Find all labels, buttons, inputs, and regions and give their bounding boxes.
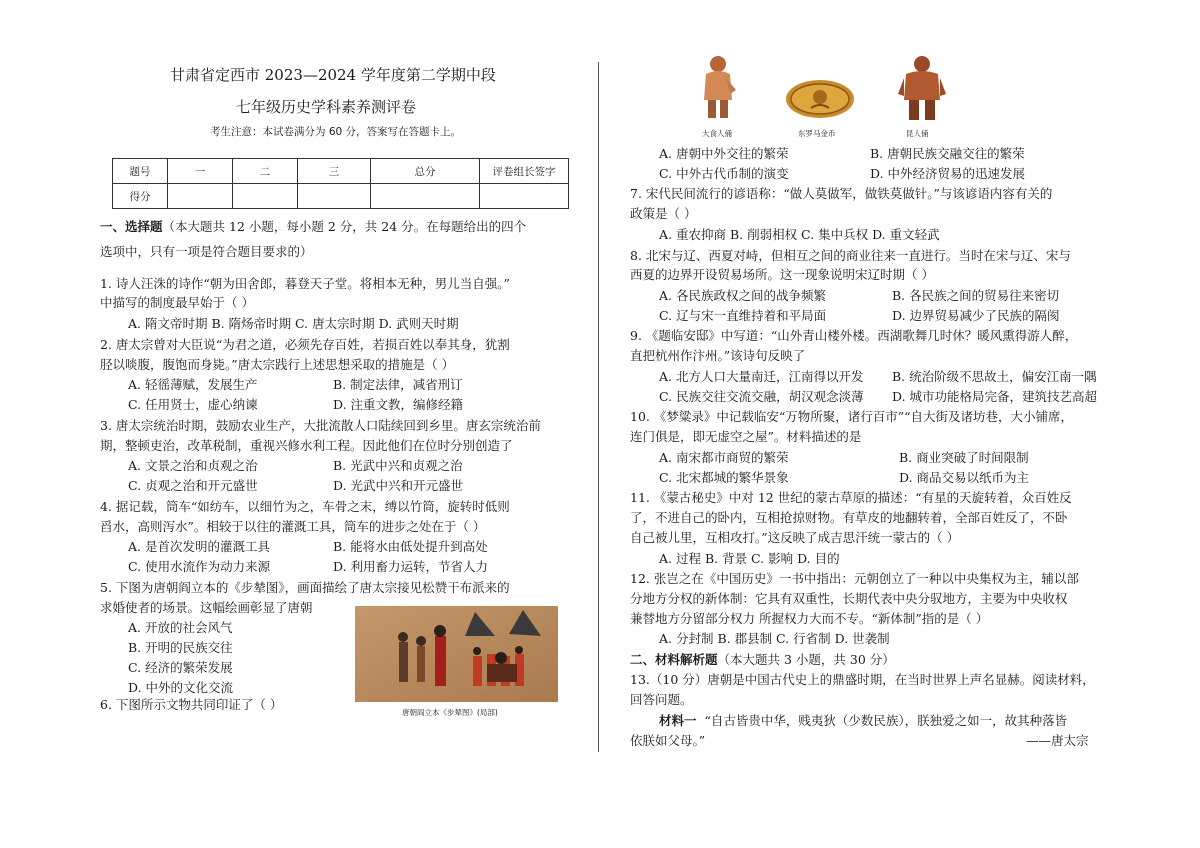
q10-stem-cont: 连门俱是，即无虚空之屋”。材料描述的是	[630, 429, 862, 444]
dashi-caption: 大食人俑	[702, 129, 732, 138]
q13-stem: 13.（10 分）唐朝是中国古代史上的鼎盛时期，在当时世界上声名显赫。阅读材料，	[630, 672, 1095, 687]
score-table-header-row	[113, 159, 569, 184]
score-cell: 一	[168, 159, 233, 184]
q10-stem: 10. 《梦粱录》中记载临安“万物所聚，诸行百市”“自大街及诸坊巷，大小铺席，	[630, 409, 1074, 424]
q9-option-c: C. 民族交往交流交融，胡汉观念淡薄	[659, 389, 864, 404]
q8-option-b: B. 各民族之间的贸易往来密切	[892, 288, 1060, 303]
exam-subtitle: 七年级历史学科素养测评卷	[236, 98, 417, 116]
q6-option-c: C. 中外古代币制的演变	[659, 166, 789, 181]
q8-stem-cont: 西夏的边界开设贸易场所。这一现象说明宋辽时期（ ）	[630, 267, 934, 282]
q4-stem-cont: 舀水，高则泻水”。相较于以往的灌溉工具，筒车的进步之处在于（ ）	[100, 519, 486, 534]
q5-option-b: B. 开明的民族交往	[128, 640, 233, 655]
q8-stem: 8. 北宋与辽、西夏对峙，但相互之间的商业往来一直进行。当时在宋与辽、宋与	[630, 248, 1071, 263]
q7-stem-cont: 政策是（ ）	[630, 206, 697, 221]
q6-stem: 6. 下图所示文物共同印证了（ ）	[100, 697, 283, 712]
q11-stem-cont2: 自己被儿里，互相攻打。”这反映了成吉思汗统一蒙古的（ ）	[630, 530, 960, 545]
q2-stem: 2. 唐太宗曾对大臣说“为君之道，必须先存百姓，若损百姓以奉其身，犹割	[100, 337, 510, 352]
q9-option-b: B. 统治阶级不思故土，偏安江南一隅	[892, 369, 1097, 384]
section1-desc-cont: 选项中，只有一项是符合题目要求的）	[100, 244, 313, 259]
score-table	[112, 158, 569, 209]
material1-text: “自古皆贵中华，贱夷狄（少数民族），朕独爱之如一，故其种落皆	[704, 713, 1068, 728]
q3-option-b: B. 光武中兴和贞观之治	[333, 458, 463, 473]
score-cell[interactable]	[298, 184, 371, 209]
q5-stem-cont: 求婚使者的场景。这幅绘画彰显了唐朝	[100, 600, 313, 615]
q3-option-a: A. 文景之治和贞观之治	[128, 458, 258, 473]
q13-material1-cont: 依朕如父母。”	[630, 733, 706, 748]
byzantine-coin-image	[784, 78, 856, 120]
q9-option-d: D. 城市功能格局完备，建筑技艺高超	[892, 389, 1098, 404]
q8-option-a: A. 各民族政权之间的战争频繁	[659, 288, 826, 303]
section2-desc: （本大题共 3 小题，共 30 分）	[717, 652, 895, 667]
section1-heading: 一、选择题	[100, 219, 163, 234]
score-cell[interactable]	[371, 184, 480, 209]
q4-option-c: C. 使用水流作为动力来源	[128, 559, 271, 574]
q4-option-a: A. 是首次发明的灌溉工具	[128, 539, 270, 554]
q1-stem-cont: 中描写的制度最早始于（ ）	[100, 295, 254, 310]
q10-option-c: C. 北宋都城的繁华景象	[659, 470, 789, 485]
bunian-caption: 唐朝阎立本《步辇图》(局部)	[402, 708, 498, 717]
q12-stem: 12. 张岂之在《中国历史》一书中指出：元朝创立了一种以中央集权为主，辅以部	[630, 571, 1079, 586]
q2-option-c: C. 任用贤士，虚心纳谏	[128, 397, 258, 412]
q11-stem: 11. 《蒙古秘史》中对 12 世纪的蒙古草原的描述：“有星的天旋转着，众百姓反	[630, 490, 1072, 505]
q10-option-a: A. 南宋都市商贸的繁荣	[659, 450, 789, 465]
score-table-score-row	[113, 184, 569, 209]
q3-stem: 3. 唐太宗统治时期，鼓励农业生产，大批流散人口陆续回到乡里。唐玄宗统治前	[100, 418, 541, 433]
material1-label: 材料一	[659, 713, 697, 728]
score-cell[interactable]	[168, 184, 233, 209]
q9-option-a: A. 北方人口大量南迁，江南得以开发	[659, 369, 864, 384]
q2-stem-cont: 胫以啖腹，腹饱而身毙。”唐太宗践行上述思想采取的措施是（ ）	[100, 357, 455, 372]
q4-stem: 4. 据记载，筒车“如纺车，以细竹为之，车骨之末，缚以竹筒，旋转时低则	[100, 499, 510, 514]
q4-option-d: D. 利用畜力运转，节省人力	[333, 559, 489, 574]
q6-option-b: B. 唐朝民族交融交往的繁荣	[870, 146, 1025, 161]
kun-figurine-image	[896, 54, 948, 122]
q13-material1-source: ——唐太宗	[1026, 733, 1089, 748]
column-divider	[598, 62, 599, 752]
q12-options: A. 分封制 B. 郡县制 C. 行省制 D. 世袭制	[659, 631, 890, 646]
q13-stem-cont: 回答问题。	[630, 692, 693, 707]
q5-option-c: C. 经济的繁荣发展	[128, 660, 233, 675]
exam-notice: 考生注意：本试卷满分为 60 分，答案写在答题卡上。	[210, 126, 462, 138]
q5-option-a: A. 开放的社会风气	[128, 620, 233, 635]
q10-option-d: D. 商品交易以纸币为主	[899, 470, 1030, 485]
q6-option-a: A. 唐朝中外交往的繁荣	[659, 146, 789, 161]
q2-option-d: D. 注重文教，编修经籍	[333, 397, 464, 412]
section1-desc: （本大题共 12 小题，每小题 2 分，共 24 分。在每题给出的四个	[162, 219, 527, 234]
coin-caption: 东罗马金币	[798, 129, 836, 138]
exam-title: 甘肃省定西市 2023—2024 学年度第二学期中段	[170, 66, 496, 84]
score-cell: 评卷组长签字	[480, 159, 569, 184]
q1-stem: 1. 诗人汪洙的诗作“朝为田舍郎，暮登天子堂。将相本无种，男儿当自强。”	[100, 276, 510, 291]
score-cell[interactable]	[233, 184, 298, 209]
dashi-figurine-image	[698, 54, 738, 120]
q6-option-d: D. 中外经济贸易的迅速发展	[870, 166, 1026, 181]
q3-stem-cont: 期，整顿吏治，改革税制，重视兴修水利工程。因此他们在位时分别创造了	[100, 438, 513, 453]
score-cell[interactable]	[480, 184, 569, 209]
q7-options: A. 重农抑商 B. 削弱相权 C. 集中兵权 D. 重文轻武	[659, 227, 940, 242]
score-cell: 总分	[371, 159, 480, 184]
q2-option-a: A. 轻徭薄赋，发展生产	[128, 377, 258, 392]
q7-stem: 7. 宋代民间流行的谚语称：“做人莫做军，做铁莫做针。”与该谚语内容有关的	[630, 186, 1053, 201]
q12-stem-cont2: 兼替地方分留部分权力 所握权力大而不专。“新体制”指的是（ ）	[630, 611, 989, 626]
q11-stem-cont: 了，不进自己的卧内，互相抢掠财物。有草皮的地翻转着，全部百姓反了，不卧	[630, 510, 1068, 525]
section2-heading: 二、材料解析题	[630, 652, 718, 667]
q3-option-c: C. 贞观之治和开元盛世	[128, 478, 258, 493]
q2-option-b: B. 制定法律，减省刑订	[333, 377, 463, 392]
section2-header	[630, 652, 895, 667]
q1-options: A. 隋文帝时期 B. 隋炀帝时期 C. 唐太宗时期 D. 武则天时期	[128, 316, 459, 331]
bunian-painting-image	[355, 606, 558, 702]
q5-stem: 5. 下图为唐朝阎立本的《步辇图》，画面描绘了唐太宗接见松赞干布派来的	[100, 580, 510, 595]
score-cell: 二	[233, 159, 298, 184]
section1-header	[100, 219, 526, 234]
q9-stem: 9. 《题临安邸》中写道：“山外青山楼外楼。西湖歌舞几时休？暖风熏得游人醉，	[630, 328, 1078, 343]
q13-material1	[659, 713, 1067, 728]
score-cell: 得分	[113, 184, 168, 209]
q12-stem-cont: 分地方分权的新体制：它具有双重性，长期代表中央分驭地方，主要为中央收权	[630, 591, 1068, 606]
q8-option-d: D. 边界贸易减少了民族的隔阂	[892, 308, 1060, 323]
q10-option-b: B. 商业突破了时间限制	[899, 450, 1029, 465]
q8-option-c: C. 辽与宋一直维持着和平局面	[659, 308, 827, 323]
q11-options: A. 过程 B. 背景 C. 影响 D. 目的	[659, 551, 840, 566]
score-cell: 三	[298, 159, 371, 184]
score-cell: 题号	[113, 159, 168, 184]
q5-option-d: D. 中外的文化交流	[128, 680, 234, 695]
q9-stem-cont: 直把杭州作汴州。”该诗句反映了	[630, 348, 806, 363]
q4-option-b: B. 能将水由低处提升到高处	[333, 539, 488, 554]
q3-option-d: D. 光武中兴和开元盛世	[333, 478, 464, 493]
kun-caption: 昆人俑	[906, 129, 929, 138]
